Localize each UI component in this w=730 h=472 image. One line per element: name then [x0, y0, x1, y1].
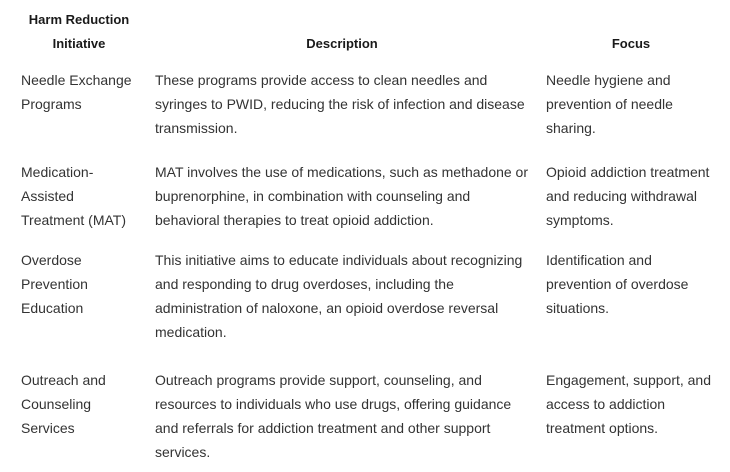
- cell-description: Outreach programs provide support, counseling, and resources to individuals who use drugs, offering guidance and referrals for addiction treatment and other support services.: [155, 372, 512, 460]
- cell-focus: Opioid addiction treatment and reducing withdrawal symptoms.: [546, 164, 710, 228]
- harm-reduction-table: [12, 8, 724, 472]
- table-row: [12, 64, 724, 156]
- header-focus: Focus: [611, 36, 651, 51]
- table-header: [12, 8, 724, 64]
- table-row: [12, 156, 724, 240]
- header-initiative: [12, 8, 146, 64]
- cell-focus: Needle hygiene and prevention of needle sharing.: [546, 72, 673, 136]
- table-body: [12, 64, 724, 472]
- header-description: Description: [306, 36, 378, 51]
- header-initiative-line1: Harm Reduction: [28, 12, 130, 27]
- cell-focus: Engagement, support, and access to addiction treatment options.: [546, 372, 712, 436]
- header-initiative-line2: Initiative: [52, 36, 106, 51]
- cell-description: MAT involves the use of medications, such as methadone or buprenorphine, in combination with counseling and behavioral therapies to treat opioid addiction.: [155, 164, 529, 228]
- table-row: [12, 240, 724, 360]
- cell-description: This initiative aims to educate individuals about recognizing and responding to drug overdoses, including the administration of naloxone, an opioid overdose reversal medication.: [155, 252, 523, 340]
- cell-focus: Identification and prevention of overdose situations.: [546, 252, 689, 316]
- cell-initiative: Needle Exchange Programs: [21, 72, 132, 112]
- cell-initiative: Medication-Assisted Treatment (MAT): [21, 164, 127, 228]
- header-row: [12, 8, 724, 64]
- cell-initiative: Outreach and Counseling Services: [21, 372, 106, 436]
- cell-initiative: Overdose Prevention Education: [21, 252, 88, 316]
- cell-description: These programs provide access to clean needles and syringes to PWID, reducing the risk of infection and disease transmission.: [155, 72, 525, 136]
- table-row: [12, 360, 724, 472]
